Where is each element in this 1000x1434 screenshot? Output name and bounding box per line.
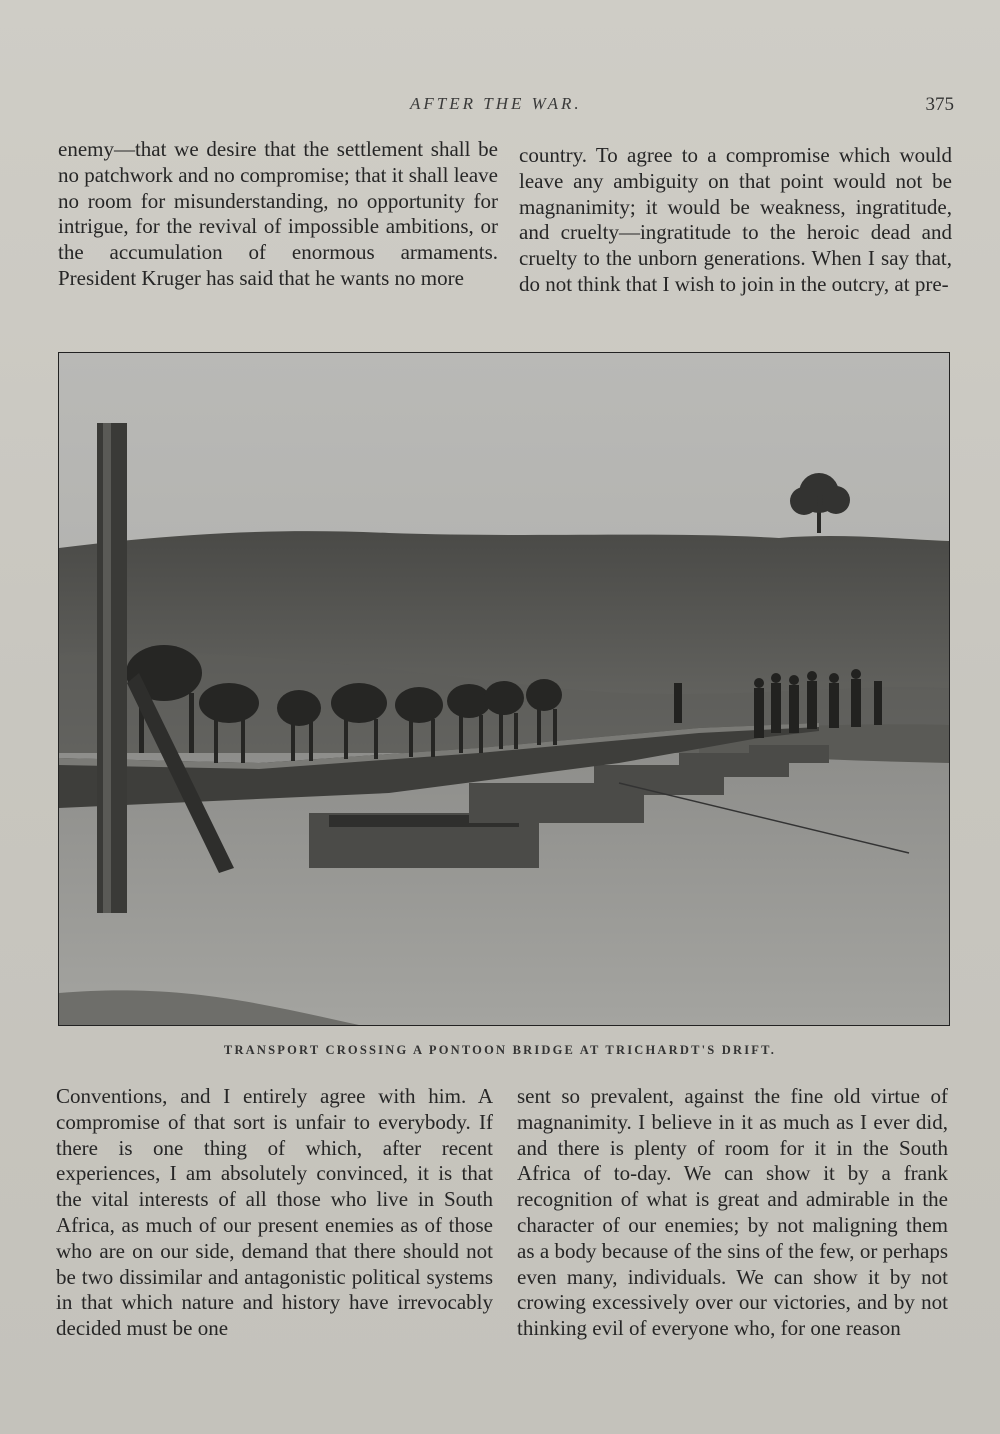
page-header bbox=[0, 94, 1000, 124]
bottom-right-paragraph: sent so prevalent, against the fine old virtue of magnanimity. I believe in it as much as I ever did, and there is plenty of room for it in the South Africa of to-day. We can show it by a frank recognition of what is great and admirable in the character of our enemies; by not maligning them as a body because of the sins of the few, or perhaps even many, individuals. We can show it by not crowing excessively over our victories, and by not thinking evil of everyone who, for one reason bbox=[517, 1084, 948, 1341]
running-head: AFTER THE WAR. bbox=[410, 94, 582, 113]
top-right-column bbox=[519, 143, 952, 298]
bottom-right-column bbox=[517, 1084, 948, 1342]
top-right-paragraph: country. To agree to a compromise which would leave any ambiguity on that point would not be magnanimity; it would be weakness, ingratitude, and cruelty—ingratitude to the heroic dead and cruelty to the unborn generations. When I say that, do not think that I wish to join in the outcry, at pre- bbox=[519, 143, 952, 296]
top-left-paragraph: enemy—that we desire that the settlement shall be no patchwork and no compromise; that it shall leave no room for misunderstanding, no opportunity for intrigue, for the revival of impossible ambitions, or the accumulation of enormous armaments. President Kruger has said that he wants no more bbox=[58, 137, 498, 290]
photograph-illustration bbox=[59, 353, 949, 1025]
page-number: 375 bbox=[925, 94, 954, 115]
figure-caption: TRANSPORT CROSSING A PONTOON BRIDGE AT TRICHARDT'S DRIFT. bbox=[223, 1043, 777, 1057]
bottom-left-column bbox=[56, 1084, 493, 1342]
top-left-column bbox=[58, 137, 498, 292]
pontoon-bridge-photograph bbox=[58, 352, 950, 1026]
bottom-left-paragraph: Conventions, and I entirely agree with him. A compromise of that sort is unfair to everybody. If there is one thing of which, after recent experiences, I am absolutely convinced, it is that the vital interests of all those who live in South Africa, as much of our present enemies as of those who are on our side, demand that there should not be two dissimilar and antagonistic political systems in that which nature and history have irrevocably decided must be one bbox=[56, 1084, 493, 1341]
